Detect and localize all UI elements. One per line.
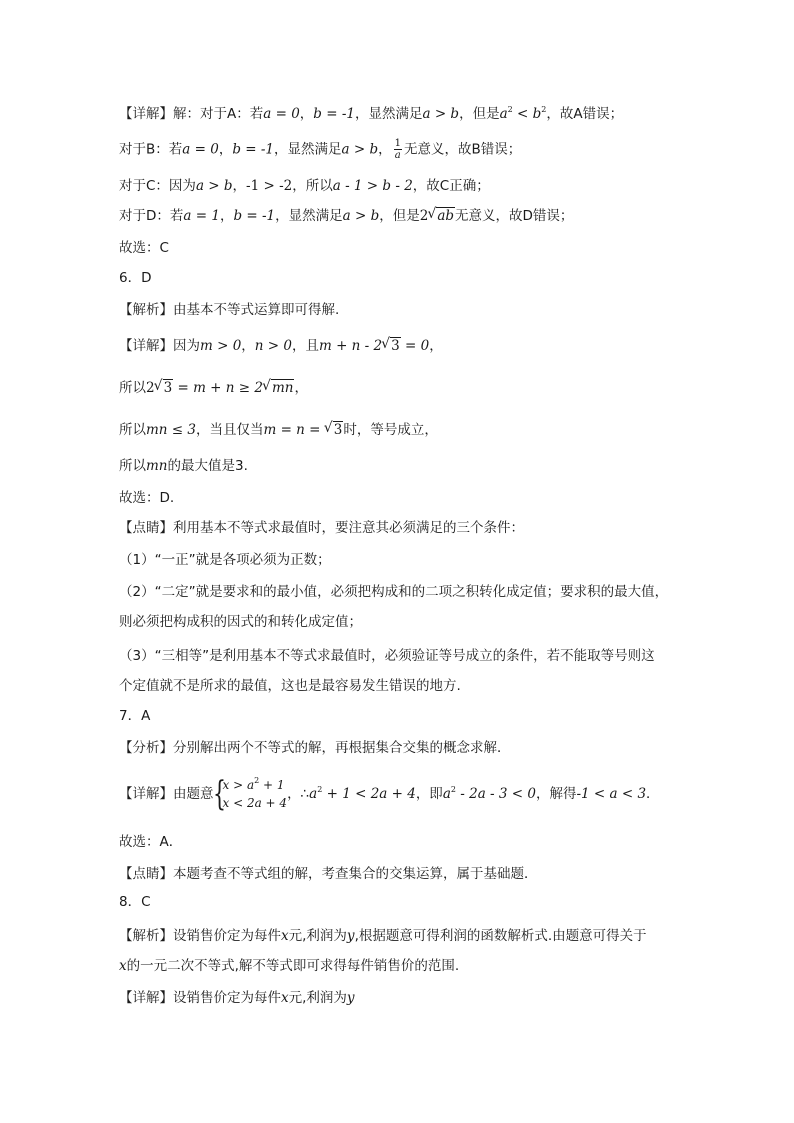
q6-tip-point-2a: （2）“二定”就是要求和的最小值，必须把构成和的二项之积转化成定值；要求积的最大值， [119,584,669,600]
q6-heading: 6．D [119,270,152,286]
q7-heading: 7．A [119,708,151,724]
q8-analysis-line-2: x的一元二次不等式,解不等式即可求得每件销售价的范围. [119,958,460,974]
sqrt-mn: √ mn [263,378,295,398]
sqrt-3: √ 3 [382,336,401,356]
q6-step-2: 所以mn ≤ 3，当且仅当m = n = √ 3时，等号成立， [119,420,438,440]
q7-answer: 故选：A． [119,834,183,850]
q6-answer: 故选：D. [119,490,175,506]
q6-tip-point-1: （1）“一正”就是各项必须为正数； [119,552,331,568]
sqrt-3: √ 3 [325,420,344,440]
q6-tip-point-2b: 则必须把构成积的因式的和转化成定值； [119,614,362,630]
q8-heading: 8．C [119,894,151,910]
q5-answer: 故选：C [119,240,169,256]
q7-analysis: 【分析】分别解出两个不等式的解，再根据集合交集的概念求解． [119,740,511,756]
sqrt-3: √ 3 [155,378,174,398]
q6-step-3: 所以mn的最大值是3. [119,458,248,474]
q5-option-d-line: 对于D：若a = 1，b = -1，显然满足a > b，但是2√ ab无意义，故D错误； [119,206,573,226]
q5-option-b-line: 对于B：若a = 0，b = -1，显然满足a > b， $\frac{1}{a}$ 无意义，故B错误； [119,138,522,161]
q6-detail-line: 【详解】因为m > 0，n > 0，且m + n - 2√ 3 = 0， [119,336,443,356]
q6-analysis: 【解析】由基本不等式运算即可得解. [119,302,340,318]
fraction-one-over-a: $\frac{1}{a}$ [394,138,401,161]
q7-tip: 【点睛】本题考查不等式组的解，考查集合的交集运算，属于基础题． [119,866,538,882]
q6-tip-point-3a: （3）“三相等”是利用基本不等式求最值时，必须验证等号成立的条件，若不能取等号则这 [119,648,655,664]
q8-detail-line: 【详解】设销售价定为每件x元,利润为y [119,990,355,1006]
q5-option-c-line: 对于C：因为a > b，-1 > -2，所以a - 1 > b - 2，故C正确； [119,178,490,194]
q8-analysis-line-1: 【解析】设销售价定为每件x元,利润为y,根据题意可得利润的函数解析式.由题意可得关于 [119,928,647,944]
q6-tip-title: 【点睛】利用基本不等式求最值时，要注意其必须满足的三个条件： [119,520,524,536]
q6-tip-point-3b: 个定值就不是所求的最值，这也是最容易发生错误的地方. [119,678,461,694]
inequality-system: { $x > a^2 + 1$ x < 2a + 4 [212,774,288,814]
q5-option-a-line: 【详解】解：对于A：若a = 0，b = -1，显然满足a > b，但是$a^2 < b^2$，故A错误； [119,105,624,122]
q6-step-1: 所以2√ 3 = m + n ≥ 2√ mn， [119,378,308,398]
q7-detail-line: 【详解】由题意 { $x > a^2 + 1$ x < 2a + 4 ，$\therefore a^2 + 1 < 2a + 4$，即$a^2 - 2a - 3 < 0$，解得-1 < a < 3． [119,774,660,814]
sqrt-ab: √ ab [428,206,455,226]
